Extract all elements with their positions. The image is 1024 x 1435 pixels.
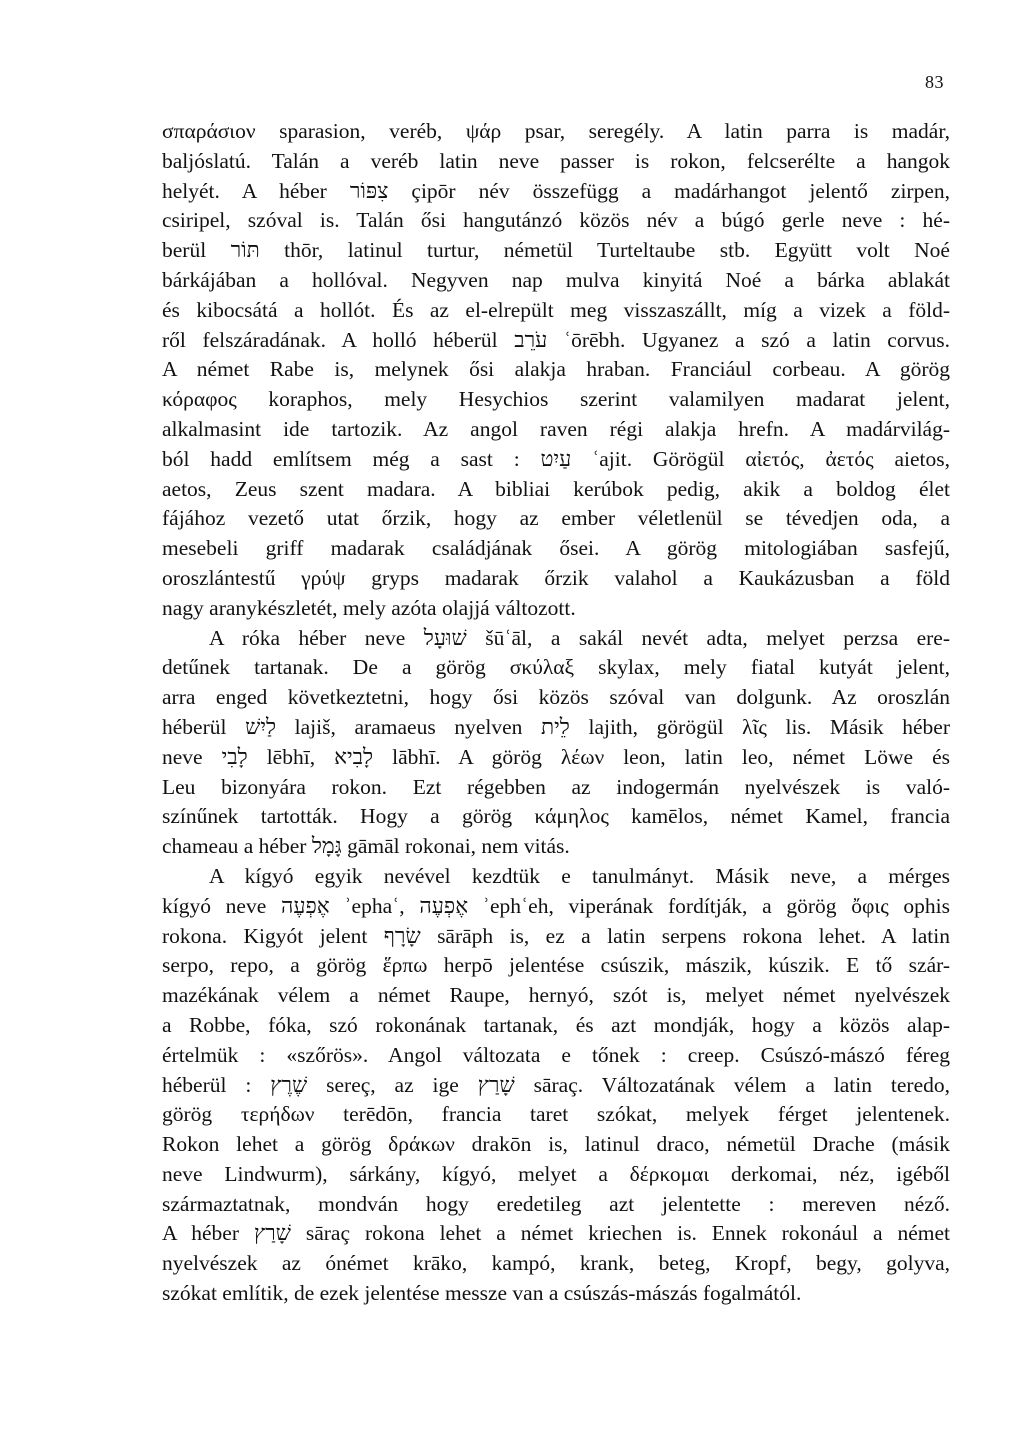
text-line: és kibocsátá a hollót. És az el-elrepült meg visszaszállt, míg a vizek a föld-	[162, 297, 950, 322]
text-line: κόραφος koraphos, mely Hesychios szerint valamilyen madarat jelent,	[162, 387, 950, 412]
text-line: σπαράσιον sparasion, veréb, ψάρ psar, seregély. A latin parra is madár,	[162, 119, 950, 143]
text-line: neve Lindwurm), sárkány, kígyó, melyet a δέρκομαι derkomai, néz, igéből	[162, 1161, 950, 1186]
body-text	[162, 117, 950, 1309]
text-line: kígyó neve אֶפְעֶה ʾephaʿ, אֶפְעֶה ʾephʿeh, viperának fordítják, a görög ὄφις ophis	[162, 893, 951, 918]
text-line: neve לָבִי lēbhī, לָבִיא lābhī. A görög λέων leon, latin leo, német Löwe és	[162, 744, 950, 769]
text-line: oroszlántestű γρύψ gryps madarak őrzik valahol a Kaukázusban a föld	[162, 565, 950, 590]
text-line: mazékának vélem a német Raupe, hernyó, szót is, melyet német nyelvészek	[162, 983, 950, 1008]
text-line: fájához vezető utat őrzik, hogy az ember véletlenül se tévedjen oda, a	[162, 506, 950, 531]
text-line: A német Rabe is, melynek ősi alakja hraban. Franciául corbeau. A görög	[162, 357, 950, 382]
text-line: származtatnak, mondván hogy eredetileg azt jelentette : mereven néző.	[162, 1191, 950, 1216]
text-line: nyelvészek az ónémet krāko, kampó, krank, beteg, Kropf, begy, golyva,	[162, 1251, 950, 1276]
text-line: csiripel, szóval is. Talán ősi hangutánzó közös név a búgó gerle neve : hé-	[162, 208, 950, 233]
text-line: ről felszáradának. A holló héberül עֹרֵב ʿōrēbh. Ugyanez a szó a latin corvus.	[162, 327, 951, 352]
text-line: Rokon lehet a görög δράκων drakōn is, latinul draco, németül Drache (másik	[162, 1132, 950, 1157]
text-line: baljóslatú. Talán a veréb latin neve passer is rokon, felcserélte a hangok	[162, 148, 950, 173]
text-line: nagy aranykészletét, mely azóta olajjá változott.	[162, 595, 576, 620]
text-line: aetos, Zeus szent madara. A bibliai kerúbok pedig, akik a boldog élet	[162, 476, 950, 501]
text-line: ból hadd említsem még a sast : עַיִט ʿajit. Görögül αἰετός, ἀετός aietos,	[162, 446, 950, 471]
text-line: a Robbe, fóka, szó rokonának tartanak, és azt mondják, hogy a közös alap-	[162, 1012, 950, 1037]
text-line: serpo, repo, a görög ἕρπω herpō jelentése csúszik, mászik, kúszik. E tő szár-	[162, 953, 950, 978]
text-line: bárkájában a hollóval. Negyven nap mulva kinyitá Noé a bárka ablakát	[162, 267, 950, 292]
text-line: A róka héber neve שׁוּעָל šūʿāl, a sakál nevét adta, melyet perzsa ere-	[209, 625, 950, 650]
text-line: A kígyó egyik nevével kezdtük e tanulmányt. Másik neve, a mérges	[209, 863, 950, 888]
text-line: detűnek tartanak. De a görög σκύλαξ skylax, mely fiatal kutyát jelent,	[162, 655, 950, 680]
text-line: görög τερήδων terēdōn, francia taret szókat, melyek férget jelentenek.	[162, 1102, 950, 1127]
text-line: arra enged következtetni, hogy ősi közös szóval van dolgunk. Az oroszlán	[162, 685, 950, 710]
text-line: berül תּוֹר thōr, latinul turtur, németül Turteltaube stb. Együtt volt Noé	[162, 238, 950, 263]
text-line: chameau a héber גָּמָל gāmāl rokonai, nem vitás.	[162, 834, 570, 859]
text-line: szókat említik, de ezek jelentése messze van a csúszás-mászás fogalmától.	[162, 1281, 802, 1306]
text-line: héberül לַיִשׁ lajiš, aramaeus nyelven לֵית lajith, görögül λῖς lis. Másik héber	[162, 714, 950, 739]
text-line: értelmük : «szőrös». Angol változata e tőnek : creep. Csúszó-mászó féreg	[162, 1042, 950, 1067]
text-line: helyét. A héber צִפּוֹר çipōr név összefügg a madárhangot jelentő zirpen,	[162, 178, 950, 203]
text-line: színűnek tartották. Hogy a görög κάμηλος kamēlos, német Kamel, francia	[162, 804, 950, 829]
text-line: A héber שָׁרַץ sāraç rokona lehet a német kriechen is. Ennek rokonául a német	[162, 1221, 950, 1246]
text-line: mesebeli griff madarak családjának ősei. A görög mitologiában sasfejű,	[162, 536, 950, 561]
text-line: alkalmasint ide tartozik. Az angol raven régi alakja hrefn. A madárvilág-	[162, 416, 950, 441]
text-line: Leu bizonyára rokon. Ezt régebben az indogermán nyelvészek is való-	[162, 774, 950, 799]
text-line: rokona. Kigyót jelent שָׂרָף sārāph is, ez a latin serpens rokona lehet. A latin	[162, 923, 951, 948]
page-number: 83	[925, 72, 944, 92]
text-line: héberül : שֶׁרֶץ sereç, az ige שָׁרַץ sāraç. Változatának vélem a latin teredo,	[162, 1072, 950, 1097]
